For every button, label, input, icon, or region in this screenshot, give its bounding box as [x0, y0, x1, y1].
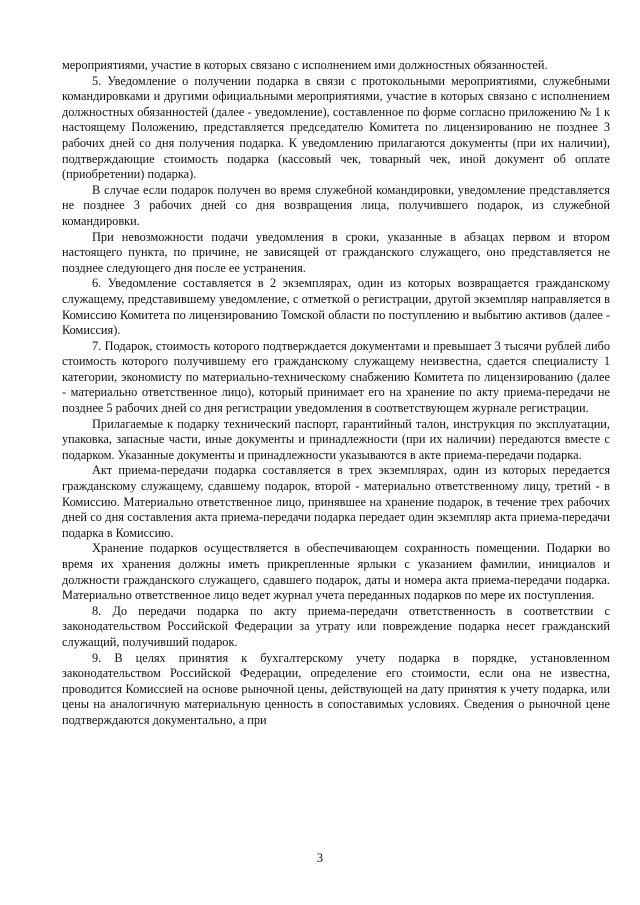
paragraph-item-9: 9. В целях принятия к бухгалтерскому учету подарка в порядке, установленном законодательством Российской Федерации, определение его стоимости, если она не известна, проводится Комиссией на основе рыночной цены, действующей на дату принятия к учету подарка, или цены на аналогичную материальную ценность в сопоставимых условиях. Сведения о рыночной цене подтверждаются документально, а при [62, 650, 610, 727]
paragraph-item-5: 5. Уведомление о получении подарка в связи с протокольными мероприятиями, служебными командировками и другими официальными мероприятиями, участие в которых связано с исполнением должностных обязанностей (далее - уведомление), составленное по форме согласно приложению № 1 к настоящему Положению, представляется председателю Комитета по лицензированию не позднее 3 рабочих дней со дня получения подарка. К уведомлению прилагаются документы (при их наличии), подтверждающие стоимость подарка (кассовый чек, товарный чек, иной документ об оплате (приобретении) подарка). [62, 73, 610, 182]
paragraph-impossibility: При невозможности подачи уведомления в сроки, указанные в абзацах первом и втором настоящего пункта, по причине, не зависящей от гражданского служащего, оно представляется не позднее следующего дня после ее устранения. [62, 229, 610, 275]
paragraph-business-trip: В случае если подарок получен во время служебной командировки, уведомление представляется не позднее 3 рабочих дней со дня возвращения лица, получившего подарок, из служебной командировки. [62, 182, 610, 228]
paragraph-continuation: мероприятиями, участие в которых связано с исполнением ими должностных обязанностей. [62, 58, 548, 72]
document-body [62, 58, 610, 729]
paragraph-storage: Хранение подарков осуществляется в обеспечивающем сохранность помещении. Подарки во время их хранения должны иметь прикрепленные ярлыки с указанием фамилии, инициалов и должности гражданского служащего, сдавшего подарок, даты и номера акта приема-передачи подарка. Материально ответственное лицо ведет журнал учета переданных подарков по мере их поступления. [62, 541, 610, 603]
page-number: 3 [316, 851, 324, 865]
paragraph-attachments: Прилагаемые к подарку технический паспорт, гарантийный талон, инструкция по эксплуатации, упаковка, запасные части, иные документы и принадлежности (при их наличии) передаются вместе с подарком. Указанные документы и принадлежности указываются в акте приема-передачи подарка. [62, 416, 610, 462]
paragraph-item-8: 8. До передачи подарка по акту приема-передачи ответственность в соответствии с законодательством Российской Федерации за утрату или повреждение подарка несет гражданский служащий, получивший подарок. [62, 603, 610, 649]
paragraph-item-6: 6. Уведомление составляется в 2 экземплярах, один из которых возвращается гражданскому служащему, представившему уведомление, с отметкой о регистрации, другой экземпляр направляется в Комиссию Комитета по лицензированию Томской области по поступлению и выбытию активов (далее - Комиссия). [62, 276, 610, 338]
paragraph-transfer-act: Акт приема-передачи подарка составляется в трех экземплярах, один из которых передается гражданскому служащему, сдавшему подарок, второй - материально ответственному лицу, третий - в Комиссию. Материально ответственное лицо, принявшее на хранение подарок, в течение трех рабочих дней со дня составления акта приема-передачи подарка передает один экземпляр акта приема-передачи подарка в Комиссию. [62, 463, 610, 540]
paragraph-item-7: 7. Подарок, стоимость которого подтверждается документами и превышает 3 тысячи рублей либо стоимость которого получившему его гражданскому служащему неизвестна, сдается специалисту 1 категории, экономисту по материально-техническому снабжению Комитета по лицензированию (далее - материально ответственное лицо), который принимает его на хранение по акту приема-передачи не позднее 5 рабочих дней со дня регистрации уведомления в соответствующем журнале регистрации. [62, 338, 610, 416]
